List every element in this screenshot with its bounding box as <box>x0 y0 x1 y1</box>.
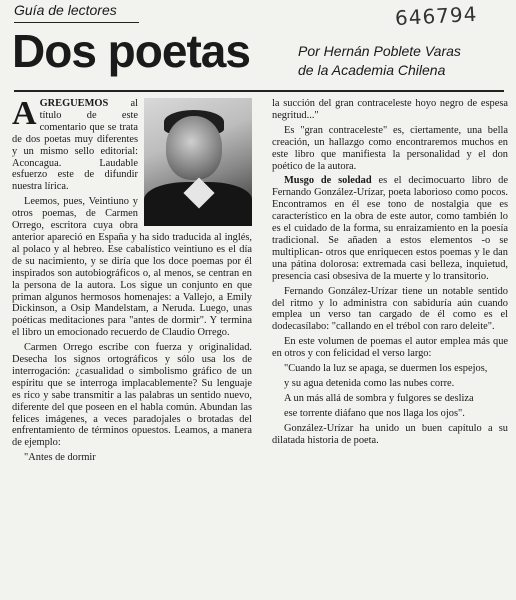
quote-line: "Antes de dormir <box>24 452 96 464</box>
title-rule <box>14 90 504 92</box>
byline-affiliation: de la Academia Chilena <box>298 62 446 78</box>
right-column <box>272 98 508 449</box>
article-title: Dos poetas <box>12 25 250 77</box>
quote-line: y su agua detenida como las nubes corre. <box>284 377 455 389</box>
left-column <box>12 95 252 467</box>
byline <box>298 42 508 80</box>
paragraph-text: al título de este comentario que se trata de dos poetas muy diferentes y un mismo sello editorial: Aconcagua. Laudable esfuerzo este de difundir nuestra lírica. <box>12 98 138 193</box>
paragraph: Leemos, pues, Veintiuno y otros poemas, de Carmen Orrego, escritora cuya obra anterior apareció en España y ha sido traducida al inglés, al polaco y al hebreo. Ese cabalístico veintiuno es el día de su nacimiento, y se diría que los doce poemas por él inspirados son autobiográficos o, al menos, se centran en la persona de la autora. Los sigue un conjunto en que priman algunos hermosos homenajes: a Vallejo, a Emily Dickinson, a Osip Mandelstam, a Neruda. Luego, unas poéticas meditaciones para "antes de dormir". Y termina el libro un emocionado recuerdo de Claudio Orrego. <box>12 196 252 339</box>
lead-word: GREGUEMOS <box>39 98 109 109</box>
paragraph: Carmen Orrego escribe con fuerza y originalidad. Desecha los signos ortográficos y sólo usa los de interrogación: ¿casualidad o simbolismo gráfico de un espíritu que se interroga implacablemente? Su lenguaje es rico y sabe transmitir a las palabras un sentido nuevo, diferente del que poseen en el habla común. Abundan las felices imágenes, a veces paradojales o brotadas del enfrentamiento de términos opuestos. Leamos, a manera de ejemplo: <box>12 342 252 449</box>
section-label: Guía de lectores <box>14 2 117 18</box>
paragraph: la succión del gran contraceleste hoyo negro de espesa negritud..." <box>272 98 508 121</box>
byline-author: Por Hernán Poblete Varas <box>298 43 461 59</box>
paragraph: Es "gran contraceleste" es, ciertamente, una bella creación, un hallazgo como encontraremos muchos en este libro que manifiesta la personalidad y el don poético de la autora. <box>272 124 508 172</box>
drop-cap: A <box>12 95 37 132</box>
section-rule <box>14 22 139 23</box>
paragraph: Fernando González-Urízar tiene un notable sentido del ritmo y lo administra con sabiduría aún cuando emplea un verso tan cargado de él como es el dodecasílabo: "callando en el trébol con raro deleite". <box>272 285 508 333</box>
paragraph-text: es el decimocuarto libro de Fernando González-Urízar, poeta laborioso como pocos. Encontramos en él ese tono de nostalgia que es característico en la obra de este autor, como también lo es el cuidado de la forma, su enraizamiento en la poesía tradicional. Se añaden a estos elementos -o se multiplican- otros que enriquecen estos poemas y le dan una pátina dolorosa: extremada casi belleza, inquietud, presencia casi obsesiva de la muerte y lo transitorio. <box>272 175 508 282</box>
book-title: Musgo de soledad <box>284 175 372 187</box>
quote-line: ese torrente diáfano que nos llaga los ojos". <box>284 407 465 419</box>
author-photo <box>144 98 252 226</box>
quote-line: A un más allá de sombra y fulgores se desliza <box>284 392 474 404</box>
quote-line: "Cuando la luz se apaga, se duermen los espejos, <box>284 363 488 375</box>
handwritten-note: 646794 <box>394 1 478 31</box>
paragraph: En este volumen de poemas el autor emplea más que en otros y con felicidad el verso largo: <box>272 336 508 360</box>
paragraph <box>272 175 508 282</box>
paragraph: González-Urízar ha unido un buen capítulo a su dilatada historia de poeta. <box>272 422 508 446</box>
